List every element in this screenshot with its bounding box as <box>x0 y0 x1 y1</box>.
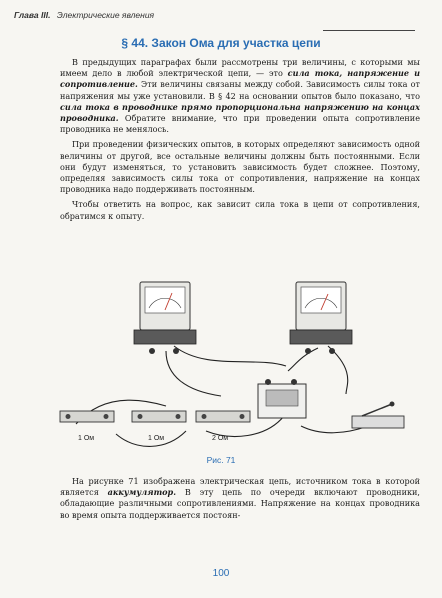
running-head <box>14 10 428 24</box>
paragraph-2: При проведении физических опытов, в которых определяют зависимость одной величины от другой, все остальные величины должны быть постоянными. Если они будут изменяться, то установить зависимость будет сложнее. Поэтому, определяя зависимость силы тока от сопротивления, напряжение на концах проводника надо поддерживать постоянным. <box>60 139 420 195</box>
resistor-label-1: 1 Ом <box>78 435 95 442</box>
p1-text-c: Эти величины связаны между собой. Зависимость силы тока от напряжения мы уже установили. В § 42 на основании опытов было показано, что <box>60 79 420 101</box>
p1-text-e: Обратите внимание, что при проведении опыта сопротивление проводника не менялось. <box>60 113 420 135</box>
p1-text-a: В предыдущих параграфах были рассмотрены три величины, с которыми мы имеем дело в любой электрической цепи, — это <box>60 57 420 79</box>
running-head-chapter: Глава III. <box>14 10 51 20</box>
battery <box>258 379 306 418</box>
section-title: § 44. Закон Ома для участка цепи <box>121 36 321 50</box>
p4-text-a: На рисунке 71 изображена электрическая цепь, источником тока в которой является <box>60 476 420 498</box>
wire-ammeter-to-rheostat <box>166 351 221 396</box>
circuit-figure <box>56 276 426 448</box>
header-rule <box>323 30 415 31</box>
paragraph-3: Чтобы ответить на вопрос, как зависит сила тока в цепи от сопротивления, обратимся к опыту. <box>60 199 420 221</box>
resistor-2 <box>132 411 186 422</box>
paragraph-4 <box>60 476 420 521</box>
body-text-top <box>60 57 420 226</box>
resistor-label-3: 2 Ом <box>212 435 229 442</box>
ammeter <box>134 282 196 354</box>
paragraph-1 <box>60 57 420 135</box>
switch <box>352 402 404 429</box>
running-head-section: Электрические явления <box>56 10 155 20</box>
p4-text-c: В эту цепь по очереди включают проводники, обладающие различными сопротивлениями. Напряжение на концах проводника во время опыта поддерживается постоян- <box>60 487 420 520</box>
wire-ammeter-to-bulb <box>174 346 286 366</box>
resistor-label-2: 1 Ом <box>148 435 165 442</box>
resistor-1 <box>60 411 114 422</box>
body-text-bottom <box>60 476 420 525</box>
figure-caption: Рис. 71 <box>206 455 236 465</box>
page-number: 100 <box>212 568 230 579</box>
circuit-wires <box>76 346 368 446</box>
p1-emphasis-a: сила тока, напряжение и сопротивление. <box>60 68 420 90</box>
resistor-3 <box>196 411 250 422</box>
p4-emphasis-b: аккумулятор. <box>107 487 177 498</box>
voltmeter <box>290 282 352 354</box>
p1-emphasis-d: сила тока в проводнике прямо пропорциональна напряжению на концах проводника. <box>60 101 420 124</box>
wire-voltmeter-to-key <box>288 348 318 371</box>
